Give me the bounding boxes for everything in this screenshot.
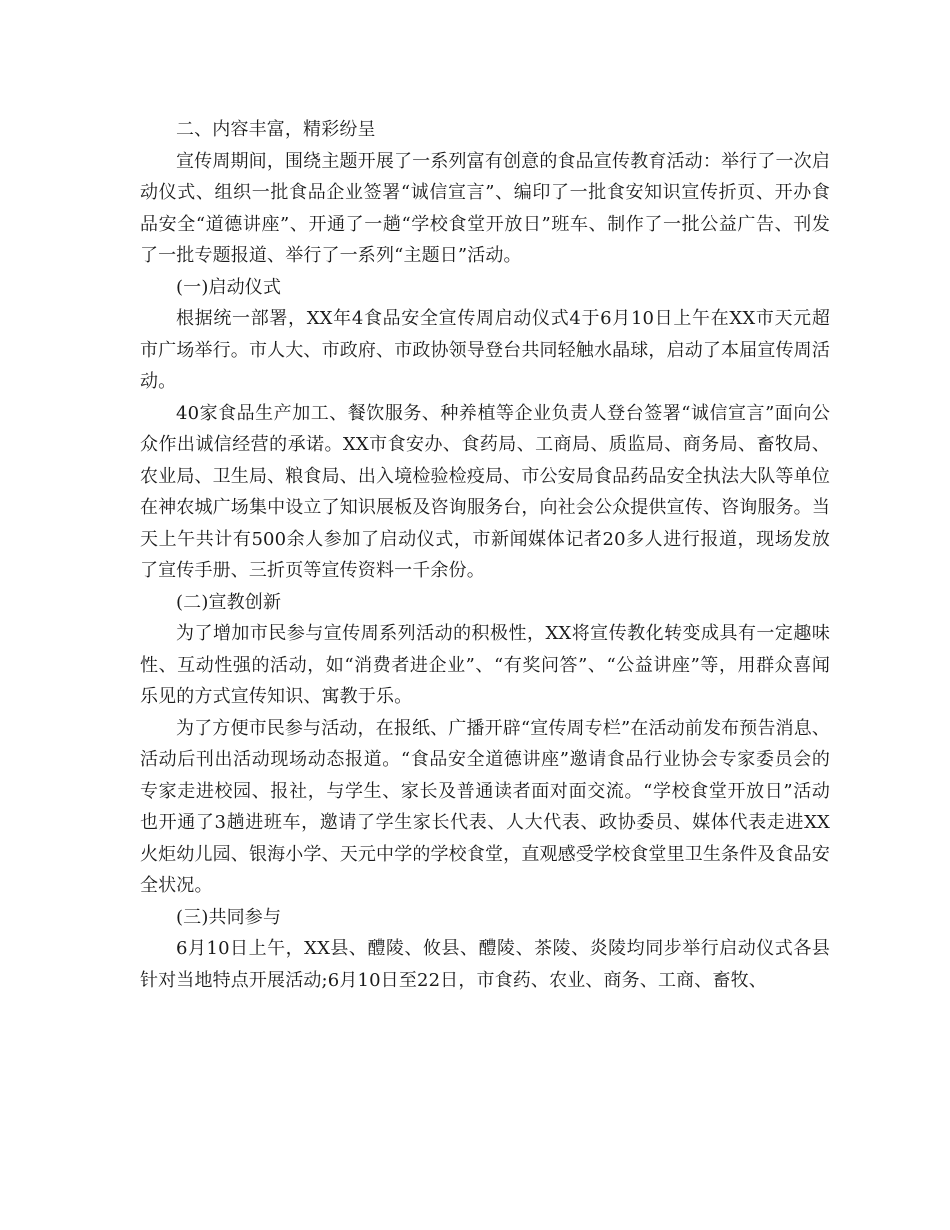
subsection-2-paragraph-1: 为了增加市民参与宣传周系列活动的积极性，XX将宣传教化转变成具有一定趣味性、互动性强的活动，如“消费者进企业”、“有奖问答”、“公益讲座”等，用群众喜闻乐见的方式宣传知识、寓教于乐。 [140, 623, 830, 707]
subsection-1-heading: (一)启动仪式 [176, 276, 282, 298]
intro-paragraph: 宣传周期间，围绕主题开展了一系列富有创意的食品宣传教育活动：举行了一次启动仪式、组织一批食品企业签署“诚信宣言”、编印了一批食安知识宣传折页、开办食品安全“道德讲座”、开通了一趟“学校食堂开放日”班车、制作了一批公益广告、刊发了一批专题报道、举行了一系列“主题日”活动。 [140, 150, 830, 266]
document-body [140, 114, 830, 996]
subsection-3-paragraph-1: 6月10日上午，XX县、醴陵、攸县、醴陵、茶陵、炎陵均同步举行启动仪式各县针对当地特点开展活动;6月10日至22日，市食药、农业、商务、工商、畜牧、 [140, 938, 830, 991]
subsection-1-paragraph-1: 根据统一部署，XX年4食品安全宣传周启动仪式4于6月10日上午在XX市天元超市广场举行。市人大、市政府、市政协领导登台共同轻触水晶球，启动了本届宣传周活动。 [140, 308, 830, 392]
subsection-3-heading: (三)共同参与 [176, 906, 282, 928]
subsection-1-paragraph-2: 40家食品生产加工、餐饮服务、种养植等企业负责人登台签署“诚信宣言”面向公众作出诚信经营的承诺。XX市食安办、食药局、工商局、质监局、商务局、畜牧局、农业局、卫生局、粮食局、出入境检验检疫局、市公安局食品药品安全执法大队等单位在神农城广场集中设立了知识展板及咨询服务台，向社会公众提供宣传、咨询服务。当天上午共计有500余人参加了启动仪式，市新闻媒体记者20多人进行报道，现场发放了宣传手册、三折页等宣传资料一千余份。 [140, 402, 830, 581]
subsection-2-paragraph-2: 为了方便市民参与活动，在报纸、广播开辟“宣传周专栏”在活动前发布预告消息、活动后刊出活动现场动态报道。“食品安全道德讲座”邀请食品行业协会专家委员会的专家走进校园、报社，与学生、家长及普通读者面对面交流。“学校食堂开放日”活动也开通了3趟进班车，邀请了学生家长代表、人大代表、政协委员、媒体代表走进XX火炬幼儿园、银海小学、天元中学的学校食堂，直观感受学校食堂里卫生条件及食品安全状况。 [140, 717, 830, 896]
subsection-2-heading: (二)宣教创新 [176, 591, 282, 613]
section-heading: 二、内容丰富，精彩纷呈 [176, 119, 376, 140]
